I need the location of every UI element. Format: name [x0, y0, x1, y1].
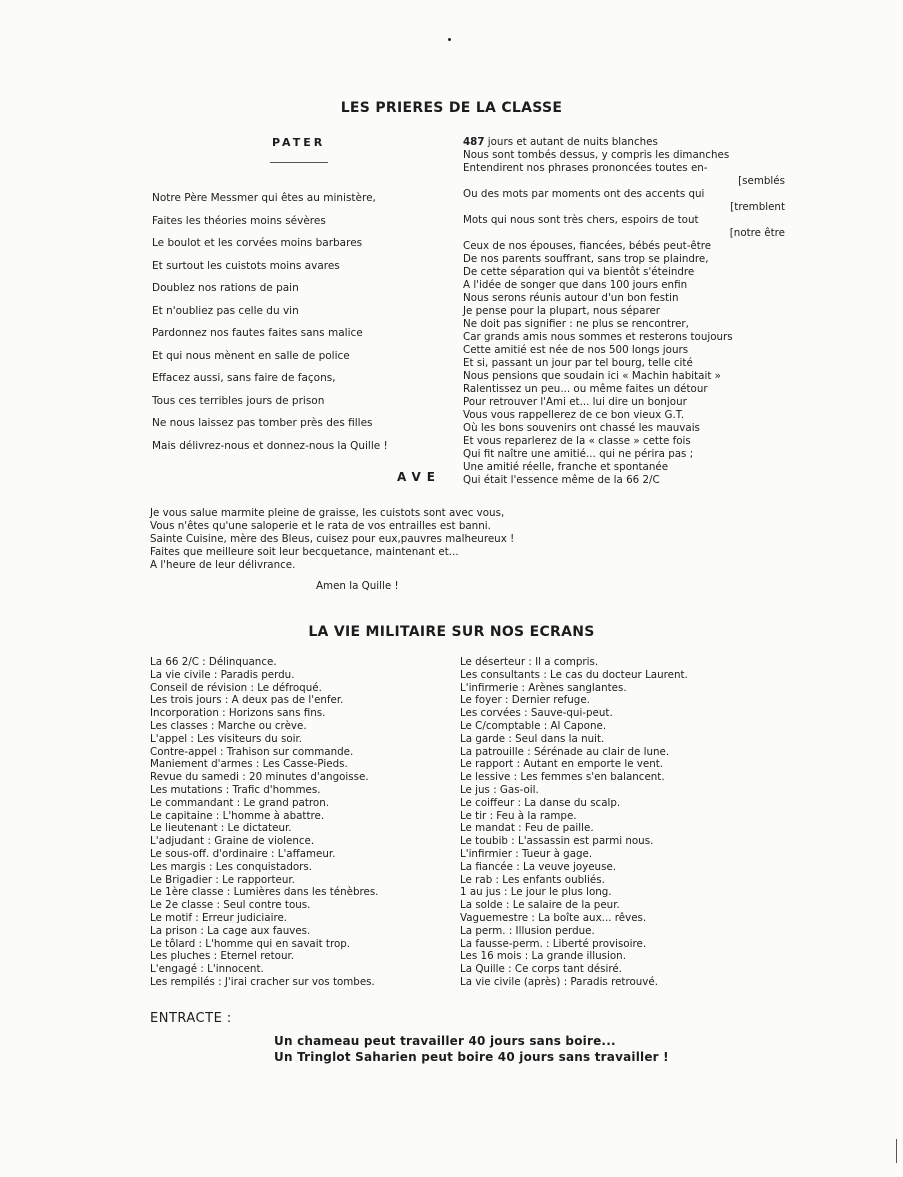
list-item: La prison : La cage aux fauves.	[150, 924, 311, 937]
ave-line: Faites que meilleure soit leur becquetance, maintenant et...	[150, 546, 459, 558]
pater-line: Ne nous laissez pas tomber près des filles	[152, 417, 373, 429]
list-item: La Quille : Ce corps tant désiré.	[460, 963, 622, 976]
list-item: Les consultants : Le cas du docteur Laurent.	[460, 668, 688, 681]
list-item: Les corvées : Sauve-qui-peut.	[460, 707, 613, 720]
list-item: Le sous-off. d'ordinaire : L'affameur.	[150, 847, 336, 860]
pater-line: Mais délivrez-nous et donnez-nous la Quille !	[152, 439, 388, 452]
list-item: Le motif : Erreur judiciaire.	[150, 911, 288, 924]
list-item: Revue du samedi : 20 minutes d'angoisse.	[150, 771, 369, 784]
list-item: Conseil de révision : Le défroqué.	[150, 681, 322, 694]
poem-line: Et vous reparlerez de la « classe » cette fois	[463, 435, 691, 447]
poem-line: Qui était l'essence même de la 66 2/C	[463, 474, 660, 486]
list-item: Le rapport : Autant en emporte le vent.	[460, 758, 664, 771]
list-item: Les pluches : Eternel retour.	[150, 950, 295, 963]
poem-line: Vous vous rappellerez de ce bon vieux G.T.	[463, 409, 685, 421]
poem-line: Pour retrouver l'Ami et... lui dire un bonjour	[463, 396, 687, 408]
list-item: Contre-appel : Trahison sur commande.	[150, 745, 354, 758]
pater-line: Et qui nous mènent en salle de police	[152, 349, 350, 362]
list-item: Le Brigadier : Le rapporteur.	[150, 873, 295, 886]
poem-line: Où les bons souvenirs ont chassé les mauvais	[463, 422, 700, 434]
list-item: La 66 2/C : Délinquance.	[150, 656, 277, 668]
pater-line: Et n'oubliez pas celle du vin	[152, 304, 299, 317]
poem-line: De cette séparation qui va bientôt s'éteindre	[463, 266, 695, 278]
pater-line: Effacez aussi, sans faire de façons,	[152, 372, 336, 384]
list-item: Les trois jours : A deux pas de l'enfer.	[150, 694, 344, 707]
list-item: Les rempilés : J'irai cracher sur vos tombes.	[150, 975, 375, 988]
ave-heading: AVE	[397, 470, 441, 484]
pater-divider	[270, 162, 328, 163]
pater-line: Tous ces terribles jours de prison	[152, 394, 325, 407]
poem-line: Ou des mots par moments ont des accents qui	[463, 188, 705, 200]
list-item: Le lieutenant : Le dictateur.	[150, 822, 292, 835]
list-item: L'infirmerie : Arènes sanglantes.	[460, 681, 627, 694]
ave-line: Sainte Cuisine, mère des Bleus, cuisez pour eux,pauvres malheureux !	[150, 533, 515, 545]
pater-line: Pardonnez nos fautes faites sans malice	[152, 327, 363, 339]
list-item: La garde : Seul dans la nuit.	[460, 732, 605, 745]
poem-line: Car grands amis nous sommes et resterons toujours	[463, 331, 733, 343]
list-item: Les 16 mois : La grande illusion.	[460, 950, 626, 963]
poem-line: Mots qui nous sont très chers, espoirs de tout	[463, 214, 699, 226]
list-item: Les margis : Les conquistadors.	[150, 860, 313, 873]
list-item: L'infirmier : Tueur à gage.	[460, 847, 593, 860]
ave-prayer	[150, 507, 580, 572]
poem-line: Qui fit naître une amitié... qui ne périra pas ;	[463, 448, 694, 460]
poem-line: [notre être	[729, 227, 785, 239]
pater-line: Et surtout les cuistots moins avares	[152, 259, 340, 272]
military-list-right	[460, 656, 688, 989]
pater-line: Doublez nos rations de pain	[152, 282, 299, 294]
list-item: La perm. : Illusion perdue.	[460, 924, 595, 937]
entracte-label: ENTRACTE :	[150, 1011, 232, 1026]
page-title: LES PRIERES DE LA CLASSE	[340, 100, 563, 116]
list-item: La vie civile (après) : Paradis retrouvé.	[460, 975, 658, 988]
list-item: Le mandat : Feu de paille.	[460, 822, 594, 835]
pater-line: Notre Père Messmer qui êtes au ministère,	[152, 192, 376, 204]
list-item: Le déserteur : Il a compris.	[460, 656, 599, 668]
poem-line: Entendirent nos phrases prononcées toutes en-	[463, 162, 708, 174]
poem-line: Et si, passant un jour par tel bourg, telle cité	[463, 357, 693, 369]
page-edge-mark	[896, 1139, 897, 1163]
entracte-joke	[274, 1033, 669, 1065]
ink-dot	[448, 38, 451, 41]
poem-line: Une amitié réelle, franche et spontanée	[463, 461, 669, 473]
list-item: Le tir : Feu à la rampe.	[460, 809, 577, 822]
poem-line: Nous pensions que soudain ici « Machin habitait »	[463, 370, 721, 382]
list-item: Le rab : Les enfants oubliés.	[460, 873, 605, 886]
list-item: Le toubib : L'assassin est parmi nous.	[460, 835, 654, 848]
poem-line: Nous sont tombés dessus, y compris les dimanches	[463, 149, 730, 161]
list-item: La patrouille : Sérénade au clair de lune.	[460, 745, 670, 758]
poem-line: Je pense pour la plupart, nous séparer	[463, 305, 661, 317]
poem-line: [semblés	[738, 175, 785, 187]
list-item: Le coiffeur : La danse du scalp.	[460, 796, 621, 809]
list-item: Le C/comptable : Al Capone.	[460, 719, 607, 732]
poem-line: 487 jours et autant de nuits blanches	[463, 136, 658, 148]
list-item: Vaguemestre : La boîte aux... rêves.	[460, 911, 647, 924]
ave-line: A l'heure de leur délivrance.	[150, 559, 296, 571]
list-item: 1 au jus : Le jour le plus long.	[460, 886, 612, 899]
poem-line: Cette amitié est née de nos 500 longs jours	[463, 344, 689, 356]
list-item: La fiancée : La veuve joyeuse.	[460, 860, 617, 873]
poem-column	[463, 136, 785, 487]
military-list-left	[150, 656, 378, 989]
pater-prayer	[152, 187, 445, 457]
list-item: Les classes : Marche ou crève.	[150, 719, 307, 732]
list-item: La solde : Le salaire de la peur.	[460, 899, 620, 912]
ave-line: Je vous salue marmite pleine de graisse, les cuistots sont avec vous,	[150, 507, 505, 519]
list-item: L'adjudant : Graine de violence.	[150, 835, 315, 848]
poem-line: Ceux de nos épouses, fiancées, bébés peut-être	[463, 240, 712, 252]
list-item: Le 2e classe : Seul contre tous.	[150, 899, 311, 912]
joke-line-1: Un chameau peut travailler 40 jours sans boire...	[274, 1034, 616, 1048]
list-item: Le tôlard : L'homme qui en savait trop.	[150, 937, 351, 950]
poem-line: [tremblent	[730, 201, 785, 213]
list-item: Le commandant : Le grand patron.	[150, 796, 330, 809]
list-item: La fausse-perm. : Liberté provisoire.	[460, 937, 647, 950]
poem-line: De nos parents souffrant, sans trop se plaindre,	[463, 253, 709, 265]
list-item: L'appel : Les visiteurs du soir.	[150, 732, 303, 745]
section-title: LA VIE MILITAIRE SUR NOS ECRANS	[308, 624, 595, 640]
poem-line: A l'idée de songer que dans 100 jours enfin	[463, 279, 688, 291]
list-item: La vie civile : Paradis perdu.	[150, 668, 295, 681]
poem-line: Ne doit pas signifier : ne plus se rencontrer,	[463, 318, 689, 330]
list-item: Le lessive : Les femmes s'en balancent.	[460, 771, 665, 784]
list-item: Les mutations : Trafic d'hommes.	[150, 783, 321, 796]
ave-line: Vous n'êtes qu'une saloperie et le rata de vos entrailles est banni.	[150, 520, 491, 532]
pater-line: Le boulot et les corvées moins barbares	[152, 237, 363, 249]
joke-line-2: Un Tringlot Saharien peut boire 40 jours sans travailler !	[274, 1050, 669, 1064]
list-item: Incorporation : Horizons sans fins.	[150, 707, 326, 720]
list-item: L'engagé : L'innocent.	[150, 963, 264, 976]
list-item: Le foyer : Dernier refuge.	[460, 694, 590, 707]
poem-line: Ralentissez un peu... ou même faites un détour	[463, 383, 708, 395]
list-item: Maniement d'armes : Les Casse-Pieds.	[150, 758, 348, 771]
amen-line: Amen la Quille !	[316, 580, 399, 592]
list-item: Le capitaine : L'homme à abattre.	[150, 809, 325, 822]
list-item: Le jus : Gas-oil.	[460, 783, 539, 796]
pater-heading: PATER	[272, 136, 326, 149]
list-item: Le 1ère classe : Lumières dans les ténèbres.	[150, 886, 379, 899]
poem-line: Nous serons réunis autour d'un bon festin	[463, 292, 679, 304]
pater-line: Faites les théories moins sévères	[152, 214, 326, 227]
